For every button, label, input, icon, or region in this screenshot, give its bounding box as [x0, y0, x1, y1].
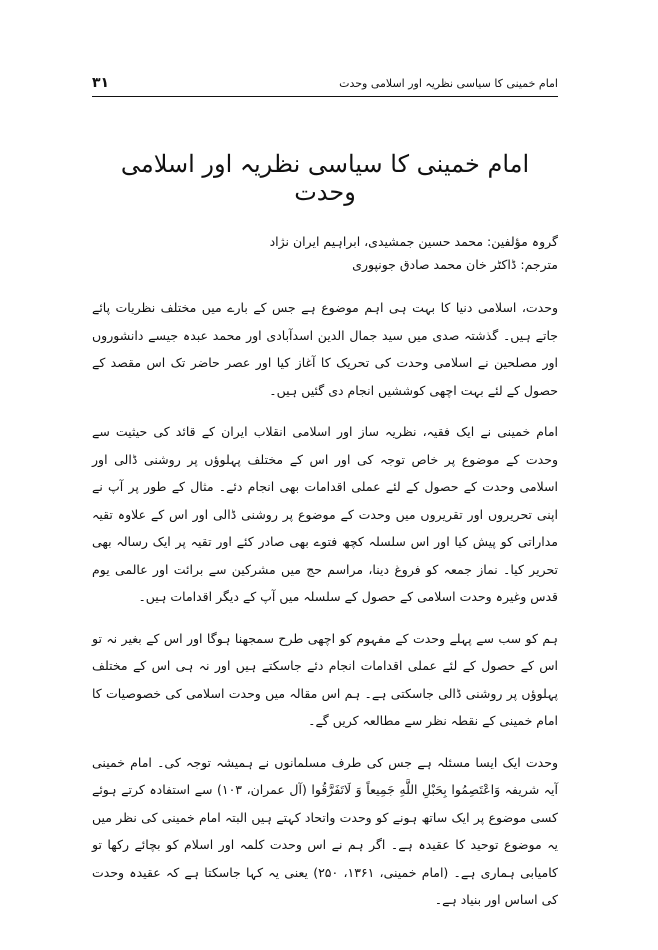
running-title: امام خمینی کا سیاسی نظریہ اور اسلامی وحدت: [339, 77, 558, 90]
paragraph: وحدت ایک ایسا مسئلہ ہے جس کی طرف مسلمانوں نے ہمیشہ توجہ کی۔ امام خمینی آیہ شریفہ وَاعْتَصِمُوا بِحَبْلِ اللَّهِ جَمِيعاً وَ لَاتَفَرَّقُوا (آل عمران، ۱۰۳) سے استفادہ کرتے ہوئے کسی موضوع پر ایک ساتھ ہونے کو وحدت واتحاد کہتے ہیں البتہ امام خمینی کی نظر میں یہ موضوع توحید کا عقیدہ ہے۔ اگر ہم نے اس وحدت کلمہ اور اسلام کو بچائے رکھا تو کامیابی ہماری ہے۔ (امام خمینی، ۱۳۶۱، ۲۵۰) یعنی یہ کہا جاسکتا ہے کہ عقیدہ وحدت کی اساس اور بنیاد ہے۔: [92, 754, 559, 907]
paragraph: امام خمینی نے ایک فقیہ، نظریہ ساز اور اسلامی انقلاب ایران کے قائد کی حیثیت سے وحدت کے موضوع پر خاص توجہ کی اور اس کے مختلف پہلوؤں پر روشنی ڈالی اور اسلامی وحدت کے حصول کے لئے عملی اقدامات بھی انجام دئے۔ مثال کے طور پر آپ نے اپنی تحریروں اور تقریروں میں وحدت کے موضوع پر روشنی ڈالی اور اس کے علاوہ تقیہ مداراتی کو پیش کیا اور اس سلسلہ کچھ فتوے بھی صادر کئے اور تقیہ پر ایک رسالہ بھی تحریر کیا۔ نماز جمعہ کو فروغ دینا، مراسم حج میں مشرکین سے برائت اور عالمی یوم قدس وغیرہ وحدت اسلامی کے حصول کے سلسلہ میں آپ کے دیگر اقدامات ہیں۔: [92, 424, 558, 604]
authors-line: گروہ مؤلفین: محمد حسین جمشیدی، ابراہیم ایران نژاد: [269, 234, 558, 249]
paragraph: ہم کو سب سے پہلے وحدت کے مفہوم کو اچھی طرح سمجھنا ہوگا اور اس کے بغیر نہ تو اس کے حصول کے لئے عملی اقدامات انجام دئے جاسکتے ہیں اور نہ ہی اس کے مختلف پہلوؤں پر روشنی ڈالی جاسکتی ہے۔ ہم اس مقالہ میں وحدت اسلامی کی خصوصیات کا امام خمینی کے نقطہ نظر سے مطالعہ کریں گے۔: [92, 630, 558, 728]
paragraph: وحدت، اسلامی دنیا کا بہت ہی اہم موضوع ہے جس کے بارے میں مختلف نظریات پائے جاتے ہیں۔ گذشتہ صدی میں سید جمال الدین اسدآبادی اور محمد عبدہ جیسے دانشوروں اور مصلحین نے اسلامی وحدت کی تحریک کا آغاز کیا اور عصر حاضر تک اس مقصد کے حصول کے لئے بہت اچھی کوششیں انجام دی گئیں ہیں۔: [92, 300, 558, 398]
translator-line: مترجم: ڈاکٹر خان محمد صادق جونپوری: [352, 257, 558, 272]
article-body: [92, 150, 558, 928]
page-number: ۳۱: [92, 75, 110, 91]
running-header: [92, 62, 558, 97]
article-title: امام خمینی کا سیاسی نظریہ اور اسلامی وحدت: [120, 150, 530, 206]
